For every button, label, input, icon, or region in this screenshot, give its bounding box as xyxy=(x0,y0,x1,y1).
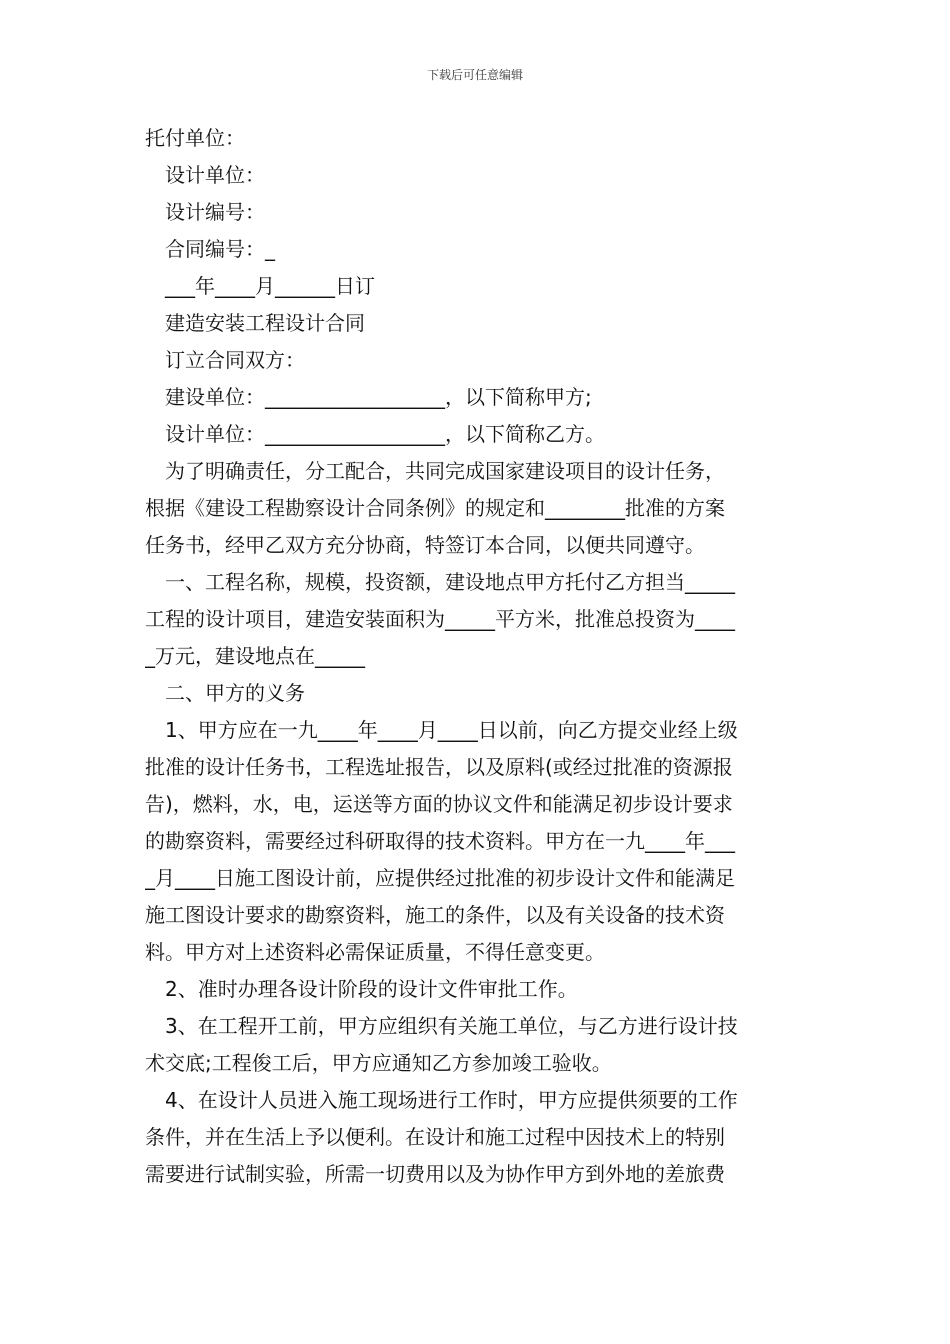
document-line: 设计单位： xyxy=(165,163,265,187)
document-line: _万元，建设地点在_____ xyxy=(145,644,365,668)
document-line: 3、在工程开工前，甲方应组织有关施工单位，与乙方进行设计技 xyxy=(165,1014,738,1038)
document-line: 设计单位：__________________，以下简称乙方。 xyxy=(165,422,605,446)
document-line: 二、甲方的义务 xyxy=(165,681,305,705)
document-line: 托付单位： xyxy=(145,126,245,150)
page-header: 下载后可任意编辑 xyxy=(426,68,523,82)
document-line: 施工图设计要求的勘察资料，施工的条件，以及有关设备的技术资 xyxy=(145,903,725,927)
document-line: 料。甲方对上述资料必需保证质量，不得任意变更。 xyxy=(145,940,605,964)
document-line: 术交底;工程俊工后，甲方应通知乙方参加竣工验收。 xyxy=(145,1051,612,1075)
document-line: ___年____月______日订 xyxy=(165,274,375,298)
document-line: 2、准时办理各设计阶段的设计文件审批工作。 xyxy=(165,977,578,1001)
document-line: 为了明确责任，分工配合，共同完成国家建设项目的设计任务， xyxy=(165,459,725,483)
document-line: 工程的设计项目，建造安装面积为_____平方米，批准总投资为____ xyxy=(145,607,735,631)
document-line: 建造安装工程设计合同 xyxy=(165,311,365,335)
document-line: 批准的设计任务书，工程选址报告，以及原料(或经过批准的资源报 xyxy=(145,755,733,779)
document-line: 条件，并在生活上予以便利。在设计和施工过程中因技术上的特别 xyxy=(145,1125,725,1149)
document-line: 4、在设计人员进入施工现场进行工作时，甲方应提供须要的工作 xyxy=(165,1088,738,1112)
document-line: 任务书，经甲乙双方充分协商，特签订本合同，以便共同遵守。 xyxy=(145,533,705,557)
document-line: 建设单位：__________________，以下简称甲方; xyxy=(165,385,592,409)
document-line: 订立合同双方： xyxy=(165,348,305,372)
document-line: 设计编号： xyxy=(165,200,265,224)
document-line: 需要进行试制实验，所需一切费用以及为协作甲方到外地的差旅费 xyxy=(145,1162,725,1186)
document-body xyxy=(145,120,810,1193)
document-line: 的勘察资料，需要经过科研取得的技术资料。甲方在一九____年___ xyxy=(145,829,735,853)
document-line: 告)，燃料，水，电，运送等方面的协议文件和能满足初步设计要求 xyxy=(145,792,733,816)
document-line: 合同编号：_ xyxy=(165,237,275,261)
document-line: 1、甲方应在一九____年____月____日以前，向乙方提交业经上级 xyxy=(165,718,738,742)
document-line: 一、工程名称，规模，投资额，建设地点甲方托付乙方担当_____ xyxy=(165,570,735,594)
document-line: _月____日施工图设计前，应提供经过批准的初步设计文件和能满足 xyxy=(145,866,735,890)
document-line: 根据《建设工程勘察设计合同条例》的规定和________批准的方案 xyxy=(145,496,725,520)
